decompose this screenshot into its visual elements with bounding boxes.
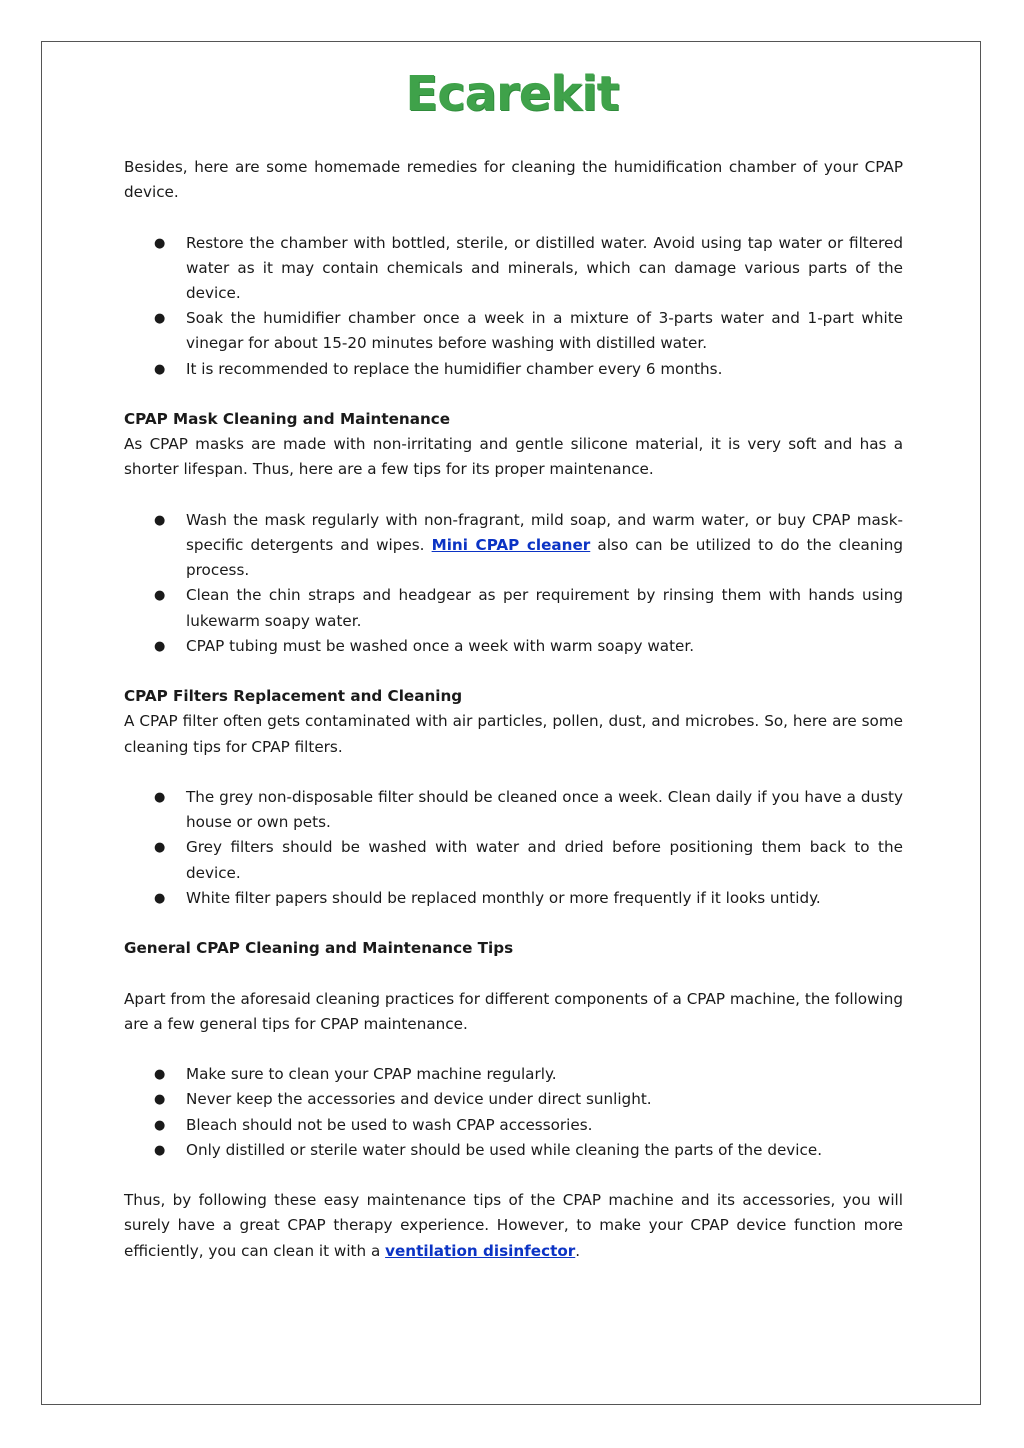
bullet-icon: ●: [154, 361, 166, 377]
bullet-icon: ●: [154, 512, 166, 528]
list-item: ● Never keep the accessories and device under direct sunlight.: [124, 1087, 903, 1112]
bullet-icon: ●: [154, 1117, 166, 1133]
bullet-icon: ●: [154, 1067, 166, 1083]
filters-tips-list: [124, 785, 903, 911]
bullet-icon: ●: [154, 890, 166, 906]
list-item: ● Only distilled or sterile water should be used while cleaning the parts of the device.: [124, 1138, 903, 1163]
list-item: ● Bleach should not be used to wash CPAP accessories.: [124, 1113, 903, 1138]
general-section-body: Apart from the aforesaid cleaning practices for different components of a CPAP machine, the following are a few general tips for CPAP maintenance.: [124, 989, 903, 1033]
general-section-heading: General CPAP Cleaning and Maintenance Tips: [124, 939, 514, 958]
mask-section-heading: CPAP Mask Cleaning and Maintenance: [124, 410, 451, 428]
bullet-icon: ●: [154, 1142, 166, 1158]
general-tips-list: [124, 1062, 903, 1163]
bullet-icon: ●: [154, 588, 166, 604]
bullet-icon: ●: [154, 235, 166, 251]
bullet-icon: ●: [154, 1092, 166, 1108]
mask-section-body: As CPAP masks are made with non-irritating and gentle silicone material, it is very soft and has a shorter lifespan. Thus, here are a few tips for its proper maintenance.: [124, 435, 903, 479]
list-item: ● Restore the chamber with bottled, sterile, or distilled water. Avoid using tap water or filtered water as it may contain chemicals and minerals, which can damage various parts of the device.: [124, 231, 903, 307]
list-item: ● CPAP tubing must be washed once a week with warm soapy water.: [124, 634, 903, 659]
list-item: ● Clean the chin straps and headgear as per requirement by rinsing them with hands using lukewarm soapy water.: [124, 583, 903, 633]
list-item: ● Make sure to clean your CPAP machine regularly.: [124, 1062, 903, 1087]
intro-paragraph: Besides, here are some homemade remedies for cleaning the humidification chamber of your CPAP device.: [124, 158, 903, 202]
ecarekit-logo: Ecarekit: [405, 66, 619, 122]
list-item: ● It is recommended to replace the humidifier chamber every 6 months.: [124, 357, 903, 382]
list-item: ● White filter papers should be replaced monthly or more frequently if it looks untidy.: [124, 886, 903, 911]
filters-section-heading: CPAP Filters Replacement and Cleaning: [124, 687, 463, 706]
bullet-icon: ●: [154, 790, 166, 805]
bullet-icon: ●: [154, 840, 166, 856]
bullet-icon: ●: [154, 638, 166, 654]
humidifier-tips-list: [124, 231, 903, 382]
document-body: [124, 155, 903, 1264]
bullet-icon: ●: [154, 311, 166, 327]
conclusion-paragraph: Thus, by following these easy maintenance tips of the CPAP machine and its accessories, you will surely have a great CPAP therapy experience. However, to make your CPAP device function more efficiently, you can clean it with a ventilation disinfector.: [124, 1191, 903, 1260]
mini-cpap-cleaner-link[interactable]: Mini CPAP cleaner: [431, 536, 591, 554]
list-item: ● Grey filters should be washed with water and dried before positioning them back to the device.: [124, 835, 903, 885]
ventilation-disinfector-link[interactable]: ventilation disinfector: [385, 1241, 576, 1260]
mask-tips-list: [124, 508, 903, 659]
list-item: ● Wash the mask regularly with non-fragrant, mild soap, and warm water, or buy CPAP mask-specific detergents and wipes. Mini CPAP cleaner also can be utilized to do the cleaning process.: [124, 508, 903, 584]
filters-section-body: A CPAP filter often gets contaminated with air particles, pollen, dust, and microbes. So, here are some cleaning tips for CPAP filters.: [124, 712, 903, 756]
list-item: ● Soak the humidifier chamber once a week in a mixture of 3-parts water and 1-part white vinegar for about 15-20 minutes before washing with distilled water.: [124, 306, 903, 356]
list-item: ● The grey non-disposable filter should be cleaned once a week. Clean daily if you have a dusty house or own pets.: [124, 785, 903, 835]
